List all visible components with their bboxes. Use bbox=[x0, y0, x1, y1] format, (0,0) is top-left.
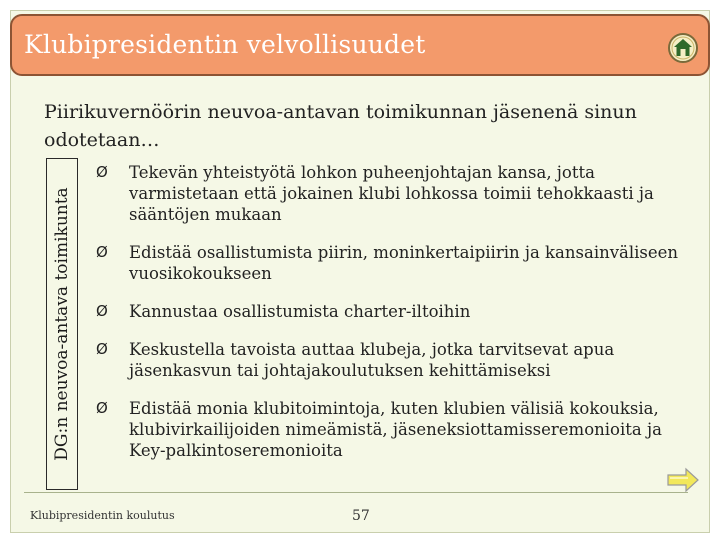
intro-text: Piirikuvernöörin neuvoa-antavan toimikunnan jäsenenä sinun odotetaan… bbox=[44, 101, 637, 151]
bullet-arrow-icon: Ø bbox=[96, 163, 108, 181]
side-label-box bbox=[46, 158, 78, 490]
bullet-text: Edistää osallistumista piirin, moninkertaipiirin ja kansainväliseen vuosikokoukseen bbox=[129, 243, 679, 283]
bullet-item bbox=[96, 162, 686, 225]
side-label: DG:n neuvoa-antava toimikunta bbox=[52, 187, 72, 461]
footer-divider bbox=[24, 492, 688, 493]
slide-title: Klubipresidentin velvollisuudet bbox=[24, 30, 426, 59]
arrow-right-icon bbox=[666, 466, 700, 494]
bullet-item bbox=[96, 242, 686, 284]
bullet-arrow-icon: Ø bbox=[96, 302, 108, 320]
bullet-text: Edistää monia klubitoimintoja, kuten klubien välisiä kokouksia, klubivirkailijoiden nimeämistä, jäseneksiottamisseremonioita ja Key-palkintoseremonioita bbox=[129, 399, 662, 460]
bullet-text: Kannustaa osallistumista charter-iltoihin bbox=[129, 302, 471, 321]
bullet-item bbox=[96, 339, 686, 381]
page-number: 57 bbox=[352, 508, 370, 524]
bullet-text: Keskustella tavoista auttaa klubeja, jotka tarvitsevat apua jäsenkasvun tai johtajakoulutuksen kehittämiseksi bbox=[129, 340, 615, 380]
bullet-arrow-icon: Ø bbox=[96, 340, 108, 358]
next-slide-button[interactable] bbox=[666, 466, 700, 494]
bullet-item bbox=[96, 398, 686, 461]
bullet-arrow-icon: Ø bbox=[96, 399, 108, 417]
home-icon bbox=[667, 32, 699, 64]
bullet-list bbox=[96, 162, 686, 478]
footer-label: Klubipresidentin koulutus bbox=[30, 509, 175, 522]
bullet-text: Tekevän yhteistyötä lohkon puheenjohtajan kansa, jotta varmistetaan että jokainen klubi lohkossa toimii tehokkaasti ja sääntöjen mukaan bbox=[129, 163, 654, 224]
home-button[interactable] bbox=[667, 32, 699, 64]
bullet-arrow-icon: Ø bbox=[96, 243, 108, 261]
bullet-item bbox=[96, 301, 686, 322]
